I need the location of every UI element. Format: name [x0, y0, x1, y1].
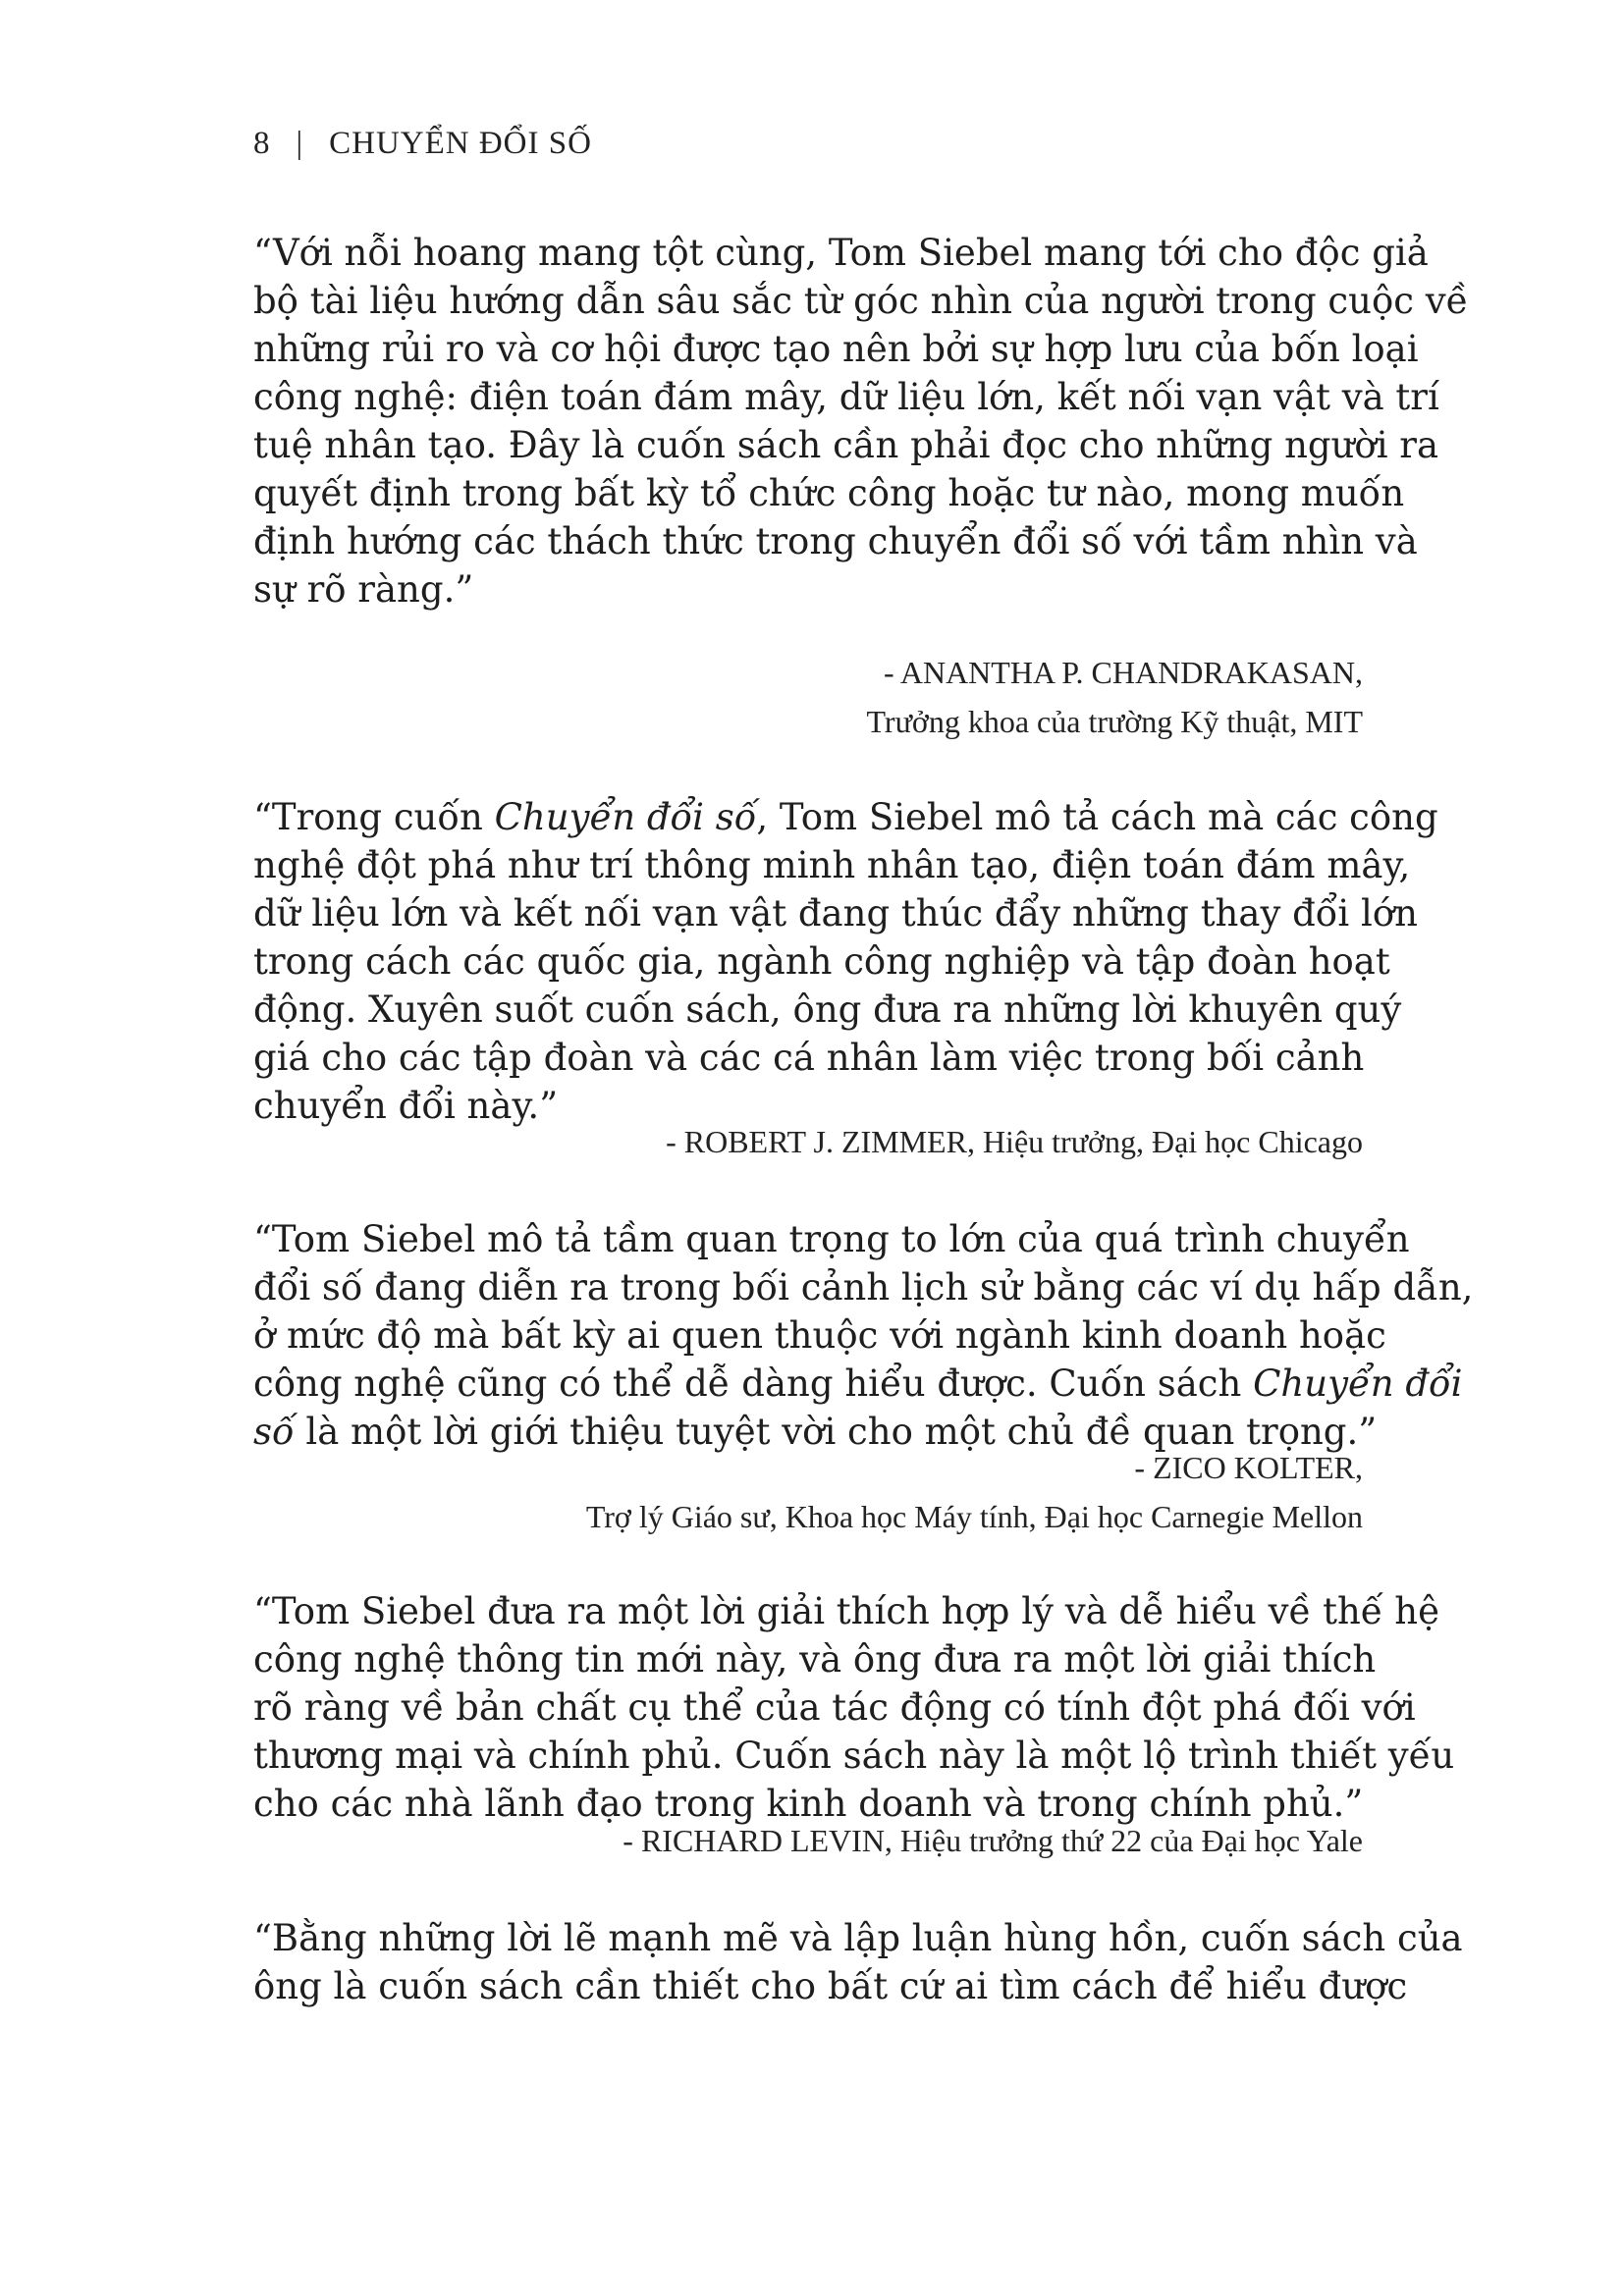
attribution-name: - ANANTHA P. CHANDRAKASAN,: [883, 655, 1363, 690]
quote-line: trong cách các quốc gia, ngành công nghiệp và tập đoàn hoạt: [253, 940, 1390, 983]
quote-line: công nghệ cũng có thể dễ dàng hiểu được. Cuốn sách Chuyển đổi: [253, 1362, 1463, 1405]
quote-line: quyết định trong bất kỳ tổ chức công hoặc tư nào, mong muốn: [253, 472, 1405, 514]
quote-line: công nghệ thông tin mới này, và ông đưa ra một lời giải thích: [253, 1638, 1377, 1681]
quote-line: dữ liệu lớn và kết nối vạn vật đang thúc đẩy những thay đổi lớn: [253, 892, 1418, 934]
quote-line: “Tom Siebel mô tả tầm quan trọng to lớn của quá trình chuyển: [253, 1218, 1410, 1260]
quote-line: động. Xuyên suốt cuốn sách, ông đưa ra những lời khuyên quý: [253, 988, 1402, 1031]
quote-line: ở mức độ mà bất kỳ ai quen thuộc với ngành kinh doanh hoặc: [253, 1314, 1386, 1357]
quote-line: giá cho các tập đoàn và các cá nhân làm việc trong bối cảnh: [253, 1037, 1365, 1079]
quote-line: cho các nhà lãnh đạo trong kinh doanh và trong chính phủ.”: [253, 1783, 1364, 1825]
quote-line: định hướng các thách thức trong chuyển đổi số với tầm nhìn và: [253, 520, 1418, 562]
endorsement-quote: [253, 793, 1438, 1130]
quote-line: rõ ràng về bản chất cụ thể của tác động có tính đột phá đối với: [253, 1686, 1416, 1729]
header-separator: |: [296, 126, 304, 161]
quote-line: thương mại và chính phủ. Cuốn sách này là một lộ trình thiết yếu: [253, 1735, 1455, 1777]
attribution-title: Trợ lý Giáo sư, Khoa học Máy tính, Đại học Carnegie Mellon: [585, 1499, 1363, 1534]
endorsement-quote: [253, 1215, 1474, 1456]
book-title-italic: số: [253, 1411, 295, 1453]
running-header: [253, 126, 592, 162]
quote-line: nghệ đột phá như trí thông minh nhân tạo, điện toán đám mây,: [253, 844, 1411, 886]
endorsement-quote: [253, 229, 1469, 614]
quote-line: đổi số đang diễn ra trong bối cảnh lịch sử bằng các ví dụ hấp dẫn,: [253, 1266, 1474, 1308]
quote-line: số là một lời giới thiệu tuyệt vời cho một chủ đề quan trọng.”: [253, 1411, 1378, 1453]
attribution-name: - RICHARD LEVIN, Hiệu trưởng thứ 22 của Đại học Yale: [623, 1823, 1363, 1858]
quote-line: “Với nỗi hoang mang tột cùng, Tom Siebel mang tới cho độc giả: [253, 232, 1429, 274]
quote-attribution: [253, 648, 1363, 746]
quote-line: “Bằng những lời lẽ mạnh mẽ và lập luận hùng hồn, cuốn sách của: [253, 1917, 1463, 1959]
quote-line: bộ tài liệu hướng dẫn sâu sắc từ góc nhìn của người trong cuộc về: [253, 280, 1469, 322]
quote-line: sự rõ ràng.”: [253, 568, 474, 611]
quote-line: ông là cuốn sách cần thiết cho bất cứ ai tìm cách để hiểu được: [253, 1965, 1408, 2007]
endorsement-quote: [253, 1587, 1455, 1828]
book-title-italic: Chuyển đổi số: [494, 796, 757, 838]
attribution-name: - ROBERT J. ZIMMER, Hiệu trưởng, Đại học Chicago: [666, 1124, 1363, 1159]
quote-line: tuệ nhân tạo. Đây là cuốn sách cần phải đọc cho những người ra: [253, 424, 1439, 466]
attribution-title: Trưởng khoa của trường Kỹ thuật, MIT: [866, 704, 1363, 739]
quote-line: chuyển đổi này.”: [253, 1085, 559, 1127]
quote-line: “Tom Siebel đưa ra một lời giải thích hợp lý và dễ hiểu về thế hệ: [253, 1590, 1440, 1632]
quote-line: công nghệ: điện toán đám mây, dữ liệu lớn, kết nối vạn vật và trí: [253, 376, 1439, 418]
page-number: 8: [253, 126, 271, 161]
quote-attribution: [253, 1443, 1363, 1541]
running-title: CHUYỂN ĐỔI SỐ: [329, 126, 592, 161]
book-title-italic: Chuyển đổi: [1253, 1362, 1463, 1405]
quote-attribution: [253, 1117, 1363, 1166]
quote-line: “Trong cuốn Chuyển đổi số, Tom Siebel mô tả cách mà các công: [253, 796, 1438, 838]
quote-line: những rủi ro và cơ hội được tạo nên bởi sự hợp lưu của bốn loại: [253, 328, 1419, 370]
endorsement-quote: [253, 1914, 1463, 2010]
attribution-name: - ZICO KOLTER,: [1134, 1450, 1363, 1485]
quote-attribution: [253, 1816, 1363, 1865]
